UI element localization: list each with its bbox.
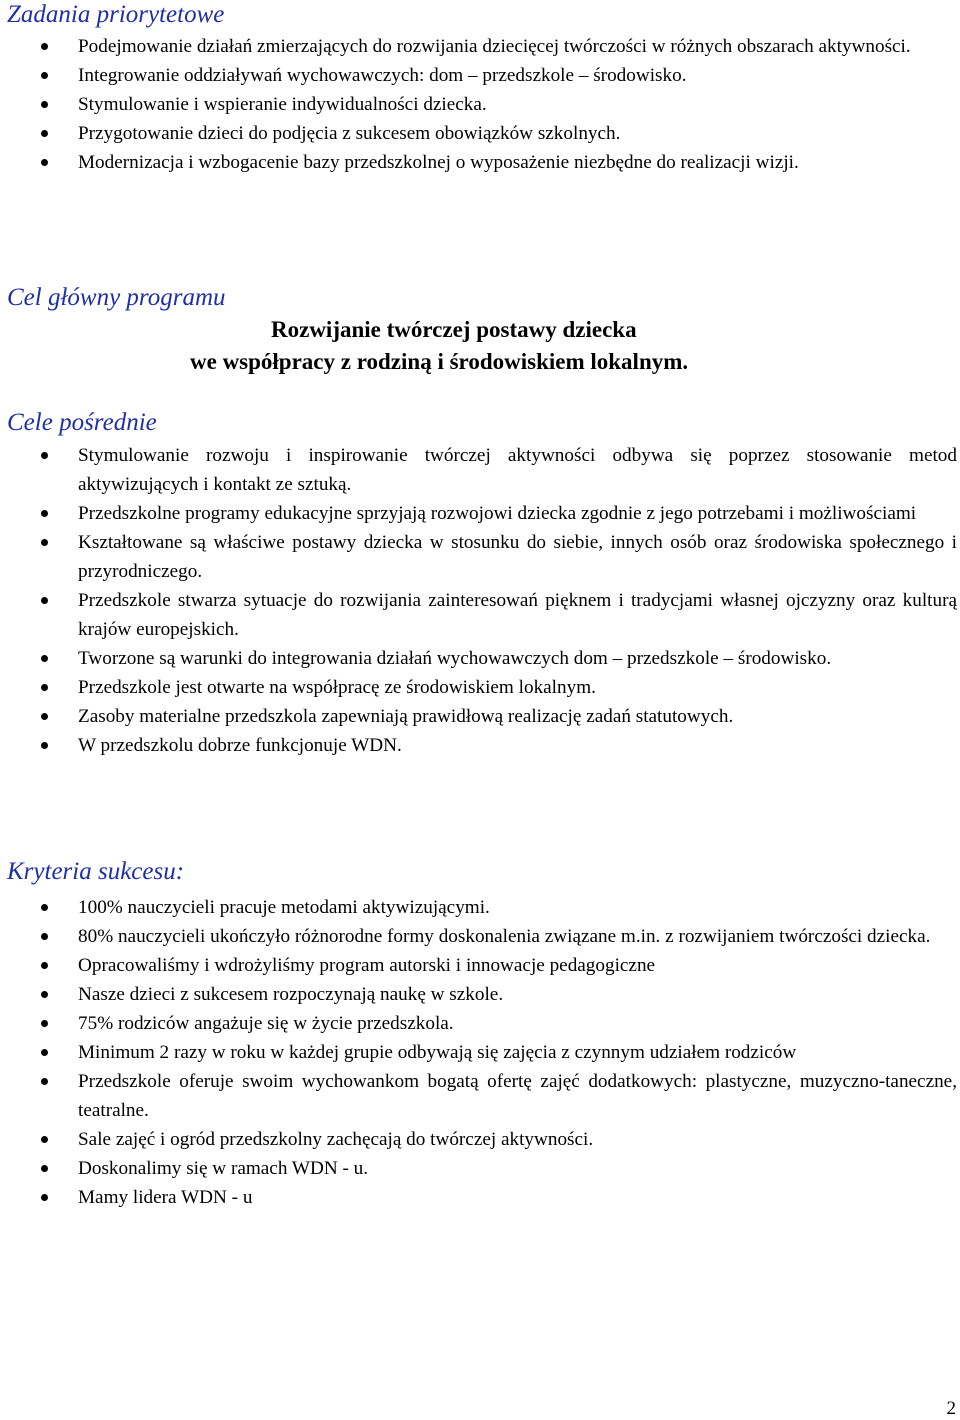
page-number: 2 — [946, 1398, 956, 1419]
bullet-icon — [41, 539, 48, 546]
list-item: Integrowanie oddziaływań wychowawczych: dom – przedszkole – środowisko. — [0, 61, 960, 90]
bullet-icon — [41, 597, 48, 604]
bullet-icon — [41, 1078, 48, 1085]
list-item: 75% rodziców angażuje się w życie przedszkola. — [0, 1009, 960, 1038]
bullet-icon — [41, 1049, 48, 1056]
list-item: Przedszkole oferuje swoim wychowankom bogatą ofertę zajęć dodatkowych: plastyczne, muzyczno-taneczne, teatralne. — [0, 1067, 960, 1125]
bullet-icon — [41, 962, 48, 969]
bullet-icon — [41, 991, 48, 998]
list-item: 80% nauczycieli ukończyło różnorodne formy doskonalenia związane m.in. z rozwijaniem twórczości dziecka. — [0, 922, 960, 951]
bullet-icon — [41, 130, 48, 137]
list-item: Kształtowane są właściwe postawy dziecka w stosunku do siebie, innych osób oraz środowiska społecznego i przyrodniczego. — [0, 528, 960, 586]
main-goal-heading: Cel główny programu — [7, 284, 226, 311]
list-item: W przedszkolu dobrze funkcjonuje WDN. — [0, 731, 960, 760]
priorities-heading: Zadania priorytetowe — [7, 1, 225, 28]
bullet-icon — [41, 1194, 48, 1201]
list-item: Przedszkolne programy edukacyjne sprzyjają rozwojowi dziecka zgodnie z jego potrzebami i możliwościami — [0, 499, 960, 528]
main-goal-line-2: we współpracy z rodziną i środowiskiem lokalnym. — [190, 349, 689, 374]
bullet-icon — [41, 1165, 48, 1172]
list-item: Doskonalimy się w ramach WDN - u. — [0, 1154, 960, 1183]
main-goal-line-1: Rozwijanie twórczej postawy dziecka — [271, 317, 637, 342]
success-criteria-heading: Kryteria sukcesu: — [7, 858, 185, 885]
list-item: Stymulowanie i wspieranie indywidualności dziecka. — [0, 90, 960, 119]
bullet-icon — [41, 933, 48, 940]
list-item: 100% nauczycieli pracuje metodami aktywizującymi. — [0, 893, 960, 922]
list-item: Stymulowanie rozwoju i inspirowanie twórczej aktywności odbywa się poprzez stosowanie metod aktywizujących i kontakt ze sztuką. — [0, 441, 960, 499]
bullet-icon — [41, 655, 48, 662]
list-item: Zasoby materialne przedszkola zapewniają prawidłową realizację zadań statutowych. — [0, 702, 960, 731]
bullet-icon — [41, 101, 48, 108]
list-item: Mamy lidera WDN - u — [0, 1183, 960, 1212]
bullet-icon — [41, 742, 48, 749]
bullet-icon — [41, 1136, 48, 1143]
priorities-list — [0, 32, 960, 177]
bullet-icon — [41, 452, 48, 459]
list-item: Modernizacja i wzbogacenie bazy przedszkolnej o wyposażenie niezbędne do realizacji wizji. — [0, 148, 960, 177]
list-item: Opracowaliśmy i wdrożyliśmy program autorski i innowacje pedagogiczne — [0, 951, 960, 980]
bullet-icon — [41, 43, 48, 50]
bullet-icon — [41, 1020, 48, 1027]
intermediate-goals-heading: Cele pośrednie — [7, 409, 157, 436]
list-item: Tworzone są warunki do integrowania działań wychowawczych dom – przedszkole – środowisko. — [0, 644, 960, 673]
list-item: Sale zajęć i ogród przedszkolny zachęcają do twórczej aktywności. — [0, 1125, 960, 1154]
success-criteria-list — [0, 893, 960, 1212]
bullet-icon — [41, 510, 48, 517]
list-item: Przedszkole stwarza sytuacje do rozwijania zainteresowań pięknem i tradycjami własnej ojczyzny oraz kulturą krajów europejskich. — [0, 586, 960, 644]
bullet-icon — [41, 684, 48, 691]
bullet-icon — [41, 904, 48, 911]
bullet-icon — [41, 159, 48, 166]
list-item: Minimum 2 razy w roku w każdej grupie odbywają się zajęcia z czynnym udziałem rodziców — [0, 1038, 960, 1067]
intermediate-goals-list — [0, 441, 960, 760]
list-item: Nasze dzieci z sukcesem rozpoczynają naukę w szkole. — [0, 980, 960, 1009]
list-item: Przygotowanie dzieci do podjęcia z sukcesem obowiązków szkolnych. — [0, 119, 960, 148]
list-item: Przedszkole jest otwarte na współpracę ze środowiskiem lokalnym. — [0, 673, 960, 702]
bullet-icon — [41, 713, 48, 720]
bullet-icon — [41, 72, 48, 79]
list-item: Podejmowanie działań zmierzających do rozwijania dziecięcej twórczości w różnych obszarach aktywności. — [0, 32, 960, 61]
